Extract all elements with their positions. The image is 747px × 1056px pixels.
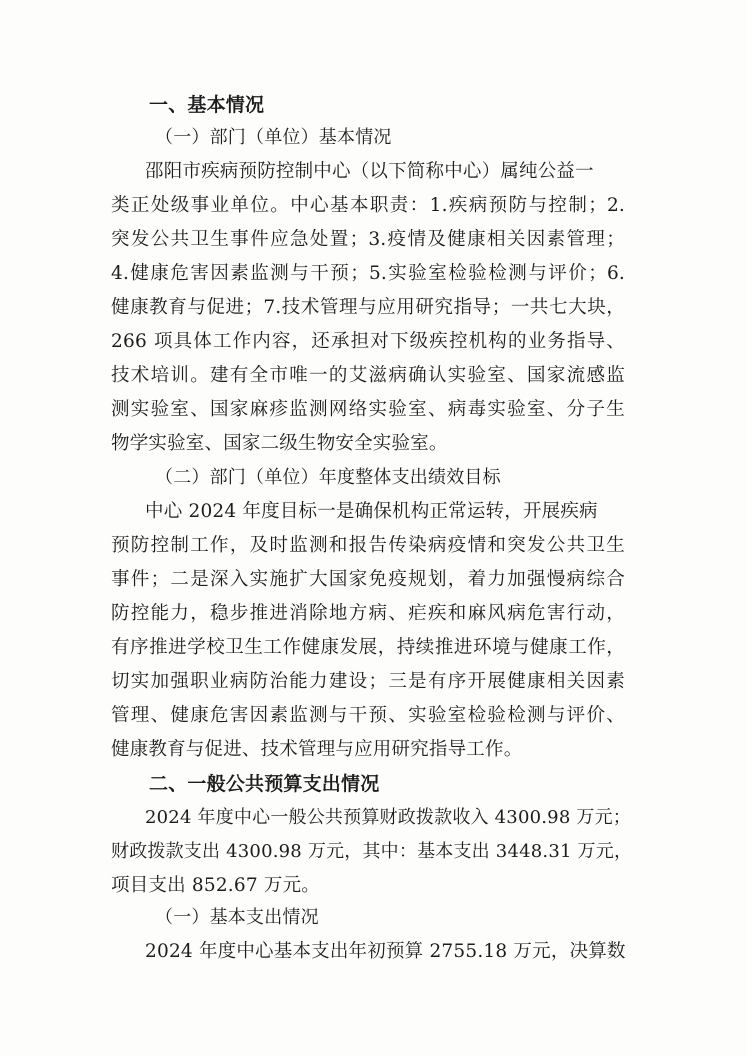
section-1-1-heading: （一）部门（单位）基本情况 — [155, 127, 392, 148]
paragraph-line: 技术培训。建有全市唯一的艾滋病确认实验室、国家流感监 — [111, 365, 625, 386]
section-2-heading: 二、一般公共预算支出情况 — [149, 773, 380, 795]
paragraph-line: 健康教育与促进；7.技术管理与应用研究指导；一共七大块， — [111, 297, 625, 318]
paragraph-line: 防控能力，稳步推进消除地方病、疟疾和麻风病危害行动， — [111, 603, 625, 624]
section-2-1-heading: （一）基本支出情况 — [155, 907, 319, 928]
paragraph-line: 中心 2024 年度目标一是确保机构正常运转，开展疾病 — [145, 501, 598, 522]
paragraph-line: 邵阳市疾病预防控制中心（以下简称中心）属纯公益一 — [145, 161, 594, 182]
section-1-heading: 一、基本情况 — [149, 94, 265, 116]
paragraph-line: 预防控制工作，及时监测和报告传染病疫情和突发公共卫生 — [111, 535, 625, 556]
section-1-2-heading: （二）部门（单位）年度整体支出绩效目标 — [155, 467, 501, 488]
paragraph-line: 2024 年度中心一般公共预算财政拨款收入 4300.98 万元； — [145, 807, 632, 828]
paragraph-line: 4.健康危害因素监测与干预；5.实验室检验检测与评价；6. — [111, 263, 625, 284]
paragraph-line: 健康教育与促进、技术管理与应用研究指导工作。 — [111, 739, 523, 760]
paragraph-line: 财政拨款支出 4300.98 万元，其中：基本支出 3448.31 万元， — [111, 841, 633, 862]
paragraph-line: 切实加强职业病防治能力建设；三是有序开展健康相关因素 — [111, 671, 625, 692]
paragraph-line: 突发公共卫生事件应急处置；3.疫情及健康相关因素管理； — [111, 229, 625, 250]
paragraph-line: 有序推进学校卫生工作健康发展，持续推进环境与健康工作， — [111, 637, 625, 658]
paragraph-line: 类正处级事业单位。中心基本职责：1.疾病预防与控制；2. — [111, 195, 625, 216]
paragraph-line: 测实验室、国家麻疹监测网络实验室、病毒实验室、分子生 — [111, 399, 625, 420]
paragraph-line: 物学实验室、国家二级生物安全实验室。 — [111, 433, 448, 454]
paragraph-line: 管理、健康危害因素监测与干预、实验室检验检测与评价、 — [111, 705, 625, 726]
paragraph-line: 2024 年度中心基本支出年初预算 2755.18 万元，决算数 — [145, 941, 626, 962]
paragraph-line: 项目支出 852.67 万元。 — [111, 875, 320, 896]
paragraph-line: 266 项具体工作内容，还承担对下级疾控机构的业务指导、 — [111, 331, 625, 352]
paragraph-line: 事件；二是深入实施扩大国家免疫规划，着力加强慢病综合 — [111, 569, 625, 590]
